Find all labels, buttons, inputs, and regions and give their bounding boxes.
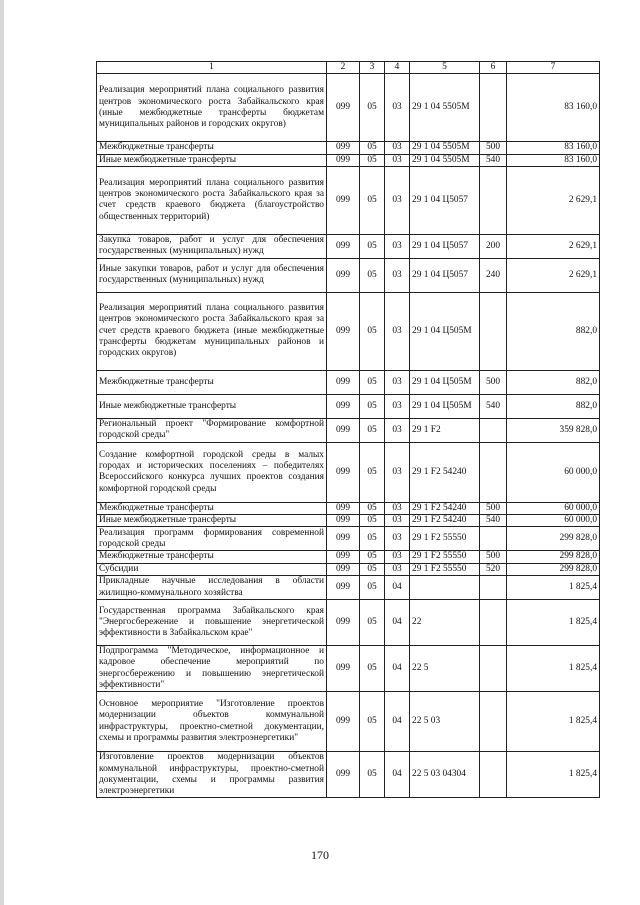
table-row — [97, 370, 600, 394]
table-row — [97, 563, 600, 575]
section-code: 05 — [360, 576, 385, 600]
budget-table — [96, 61, 600, 798]
header-cell: 2 — [327, 62, 360, 74]
expense-type-code — [480, 442, 507, 502]
header-cell: 3 — [360, 62, 385, 74]
section-code: 05 — [360, 600, 385, 646]
amount: 60 000,0 — [507, 502, 600, 514]
table-row — [97, 502, 600, 514]
table-row — [97, 752, 600, 798]
expense-type-code — [480, 576, 507, 600]
subsection-code: 03 — [385, 442, 410, 502]
target-article-code: 29 1 04 Ц505М — [410, 370, 480, 394]
section-code: 05 — [360, 418, 385, 442]
expense-type-code — [480, 752, 507, 798]
subsection-code: 04 — [385, 646, 410, 692]
gr-code: 099 — [327, 563, 360, 575]
table-row — [97, 576, 600, 600]
table-row — [97, 154, 600, 166]
row-name: Основное мероприятие "Изготовление проектов модернизации объектов коммунальной инфраструктуры, проектно-сметной документации, схемы и программы развития электроэнергетики" — [97, 692, 327, 752]
amount: 2 629,1 — [507, 258, 600, 292]
expense-type-code: 520 — [480, 563, 507, 575]
section-code: 05 — [360, 646, 385, 692]
row-name: Реализация программ формирования современной городской среды — [97, 527, 327, 551]
gr-code: 099 — [327, 166, 360, 234]
header-cell: 7 — [507, 62, 600, 74]
subsection-code: 03 — [385, 515, 410, 527]
expense-type-code — [480, 74, 507, 142]
target-article-code: 29 1 04 Ц5057 — [410, 166, 480, 234]
table-row — [97, 442, 600, 502]
table-row — [97, 600, 600, 646]
amount: 1 825,4 — [507, 752, 600, 798]
row-name: Создание комфортной городской среды в малых городах и исторических поселениях – победителях Всероссийского конкурса лучших проектов создания комфортной городской среды — [97, 442, 327, 502]
subsection-code: 03 — [385, 154, 410, 166]
target-article-code: 29 1 04 Ц505М — [410, 292, 480, 370]
row-name: Иные межбюджетные трансферты — [97, 154, 327, 166]
expense-type-code — [480, 418, 507, 442]
row-name: Иные закупки товаров, работ и услуг для обеспечения государственных (муниципальных) нужд — [97, 258, 327, 292]
subsection-code: 03 — [385, 166, 410, 234]
row-name: Субсидии — [97, 563, 327, 575]
gr-code: 099 — [327, 576, 360, 600]
header-cell: 1 — [97, 62, 327, 74]
gr-code: 099 — [327, 370, 360, 394]
table-row — [97, 692, 600, 752]
subsection-code: 04 — [385, 692, 410, 752]
table-row — [97, 515, 600, 527]
expense-type-code: 500 — [480, 502, 507, 514]
table-row — [97, 234, 600, 258]
target-article-code: 29 1 F2 54240 — [410, 502, 480, 514]
section-code: 05 — [360, 258, 385, 292]
section-code: 05 — [360, 394, 385, 418]
row-name: Прикладные научные исследования в области жилищно-коммунального хозяйства — [97, 576, 327, 600]
table-row — [97, 394, 600, 418]
gr-code: 099 — [327, 646, 360, 692]
table-row — [97, 418, 600, 442]
table-row — [97, 551, 600, 563]
row-name: Иные межбюджетные трансферты — [97, 515, 327, 527]
page-number: 170 — [311, 848, 329, 862]
amount: 882,0 — [507, 394, 600, 418]
amount: 83 160,0 — [507, 142, 600, 154]
amount: 1 825,4 — [507, 692, 600, 752]
row-name: Межбюджетные трансферты — [97, 551, 327, 563]
subsection-code: 03 — [385, 418, 410, 442]
amount: 83 160,0 — [507, 74, 600, 142]
target-article-code: 29 1 04 Ц5057 — [410, 234, 480, 258]
row-name: Региональный проект "Формирование комфортной городской среды" — [97, 418, 327, 442]
row-name: Иные межбюджетные трансферты — [97, 394, 327, 418]
amount: 299 828,0 — [507, 563, 600, 575]
amount: 2 629,1 — [507, 234, 600, 258]
gr-code: 099 — [327, 442, 360, 502]
target-article-code: 29 1 04 5505M — [410, 154, 480, 166]
target-article-code: 22 5 03 — [410, 692, 480, 752]
section-code: 05 — [360, 442, 385, 502]
section-code: 05 — [360, 527, 385, 551]
subsection-code: 04 — [385, 600, 410, 646]
amount: 60 000,0 — [507, 515, 600, 527]
target-article-code: 29 1 F2 55550 — [410, 563, 480, 575]
row-name: Реализация мероприятий плана социального развития центров экономического роста Забайкальского края (иные межбюджетные трансферты бюджетам муниципальных районов и городских округов) — [97, 74, 327, 142]
section-code: 05 — [360, 551, 385, 563]
expense-type-code: 540 — [480, 515, 507, 527]
amount: 882,0 — [507, 292, 600, 370]
target-article-code — [410, 576, 480, 600]
expense-type-code: 540 — [480, 154, 507, 166]
gr-code: 099 — [327, 154, 360, 166]
table-row — [97, 142, 600, 154]
expense-type-code — [480, 527, 507, 551]
target-article-code: 22 5 03 04304 — [410, 752, 480, 798]
row-name: Изготовление проектов модернизации объектов коммунальной инфраструктуры, проектно-сметной документации, схемы и программы развития электроэнергетики — [97, 752, 327, 798]
page-edge — [0, 0, 4, 905]
row-name: Межбюджетные трансферты — [97, 142, 327, 154]
section-code: 05 — [360, 515, 385, 527]
section-code: 05 — [360, 142, 385, 154]
row-name: Подпрограмма "Методическое, информационное и кадровое обеспечение мероприятий по энергосбережению и повышению энергетической эффективности" — [97, 646, 327, 692]
amount: 299 828,0 — [507, 551, 600, 563]
section-code: 05 — [360, 166, 385, 234]
section-code: 05 — [360, 502, 385, 514]
gr-code: 099 — [327, 527, 360, 551]
expense-type-code — [480, 166, 507, 234]
amount: 882,0 — [507, 370, 600, 394]
gr-code: 099 — [327, 515, 360, 527]
gr-code: 099 — [327, 418, 360, 442]
subsection-code: 03 — [385, 292, 410, 370]
header-row — [97, 62, 600, 74]
subsection-code: 03 — [385, 370, 410, 394]
subsection-code: 04 — [385, 576, 410, 600]
expense-type-code: 500 — [480, 370, 507, 394]
section-code: 05 — [360, 692, 385, 752]
gr-code: 099 — [327, 258, 360, 292]
table-row — [97, 166, 600, 234]
amount: 299 828,0 — [507, 527, 600, 551]
section-code: 05 — [360, 234, 385, 258]
expense-type-code: 240 — [480, 258, 507, 292]
amount: 60 000,0 — [507, 442, 600, 502]
expense-type-code: 500 — [480, 142, 507, 154]
target-article-code: 29 1 04 Ц505М — [410, 394, 480, 418]
subsection-code: 03 — [385, 527, 410, 551]
header-cell: 5 — [410, 62, 480, 74]
amount: 1 825,4 — [507, 600, 600, 646]
expense-type-code — [480, 692, 507, 752]
table-row — [97, 527, 600, 551]
target-article-code: 29 1 04 Ц5057 — [410, 258, 480, 292]
target-article-code: 22 5 — [410, 646, 480, 692]
gr-code: 099 — [327, 752, 360, 798]
expense-type-code: 200 — [480, 234, 507, 258]
subsection-code: 03 — [385, 563, 410, 575]
target-article-code: 29 1 04 5505M — [410, 142, 480, 154]
expense-type-code: 540 — [480, 394, 507, 418]
section-code: 05 — [360, 154, 385, 166]
amount: 83 160,0 — [507, 154, 600, 166]
gr-code: 099 — [327, 394, 360, 418]
gr-code: 099 — [327, 142, 360, 154]
subsection-code: 03 — [385, 551, 410, 563]
target-article-code: 22 — [410, 600, 480, 646]
table-row — [97, 646, 600, 692]
section-code: 05 — [360, 292, 385, 370]
row-name: Государственная программа Забайкальского края "Энергосбережение и повышение энергетической эффективности в Забайкальском крае" — [97, 600, 327, 646]
amount: 2 629,1 — [507, 166, 600, 234]
row-name: Закупка товаров, работ и услуг для обеспечения государственных (муниципальных) нужд — [97, 234, 327, 258]
subsection-code: 03 — [385, 234, 410, 258]
subsection-code: 03 — [385, 394, 410, 418]
amount: 1 825,4 — [507, 576, 600, 600]
subsection-code: 03 — [385, 502, 410, 514]
gr-code: 099 — [327, 234, 360, 258]
expense-type-code: 500 — [480, 551, 507, 563]
target-article-code: 29 1 F2 55550 — [410, 551, 480, 563]
table-row — [97, 292, 600, 370]
gr-code: 099 — [327, 74, 360, 142]
amount: 1 825,4 — [507, 646, 600, 692]
target-article-code: 29 1 F2 55550 — [410, 527, 480, 551]
section-code: 05 — [360, 74, 385, 142]
section-code: 05 — [360, 370, 385, 394]
expense-type-code — [480, 292, 507, 370]
gr-code: 099 — [327, 600, 360, 646]
section-code: 05 — [360, 563, 385, 575]
table-row — [97, 74, 600, 142]
gr-code: 099 — [327, 292, 360, 370]
row-name: Межбюджетные трансферты — [97, 370, 327, 394]
target-article-code: 29 1 04 5505M — [410, 74, 480, 142]
amount: 359 828,0 — [507, 418, 600, 442]
target-article-code: 29 1 F2 — [410, 418, 480, 442]
target-article-code: 29 1 F2 54240 — [410, 442, 480, 502]
gr-code: 099 — [327, 692, 360, 752]
target-article-code: 29 1 F2 54240 — [410, 515, 480, 527]
section-code: 05 — [360, 752, 385, 798]
header-cell: 4 — [385, 62, 410, 74]
header-cell: 6 — [480, 62, 507, 74]
gr-code: 099 — [327, 502, 360, 514]
gr-code: 099 — [327, 551, 360, 563]
subsection-code: 03 — [385, 142, 410, 154]
table-row — [97, 258, 600, 292]
expense-type-code — [480, 646, 507, 692]
subsection-code: 03 — [385, 258, 410, 292]
subsection-code: 03 — [385, 74, 410, 142]
row-name: Реализация мероприятий плана социального развития центров экономического роста Забайкальского края за счет средств краевого бюджета (иные межбюджетные трансферты бюджетам муниципальных районов и городских округов) — [97, 292, 327, 370]
expense-type-code — [480, 600, 507, 646]
row-name: Реализация мероприятий плана социального развития центров экономического роста Забайкальского края за счет средств краевого бюджета (благоустройство общественных территорий) — [97, 166, 327, 234]
subsection-code: 04 — [385, 752, 410, 798]
row-name: Межбюджетные трансферты — [97, 502, 327, 514]
